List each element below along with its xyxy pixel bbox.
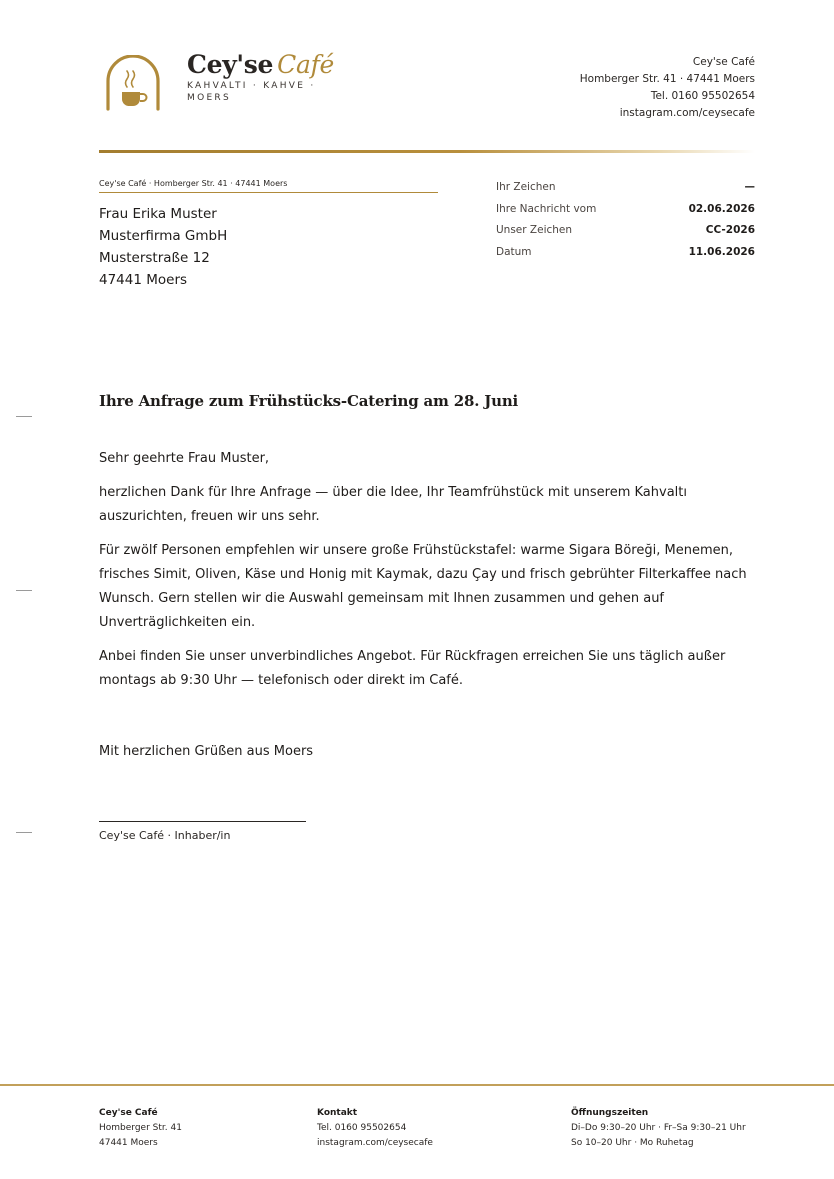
- brand-name: [187, 50, 337, 79]
- reference-label: Ihre Nachricht vom: [496, 202, 597, 215]
- sender-line: Tel. 0160 95502654: [650, 90, 755, 102]
- reference-table: [496, 178, 755, 264]
- reference-value: —: [744, 181, 755, 193]
- return-address: Cey'se Café · Homberger Str. 41 · 47441 Moers: [99, 179, 438, 193]
- recipient-line: Musterstraße 12: [99, 250, 210, 266]
- recipient-line: 47441 Moers: [99, 272, 188, 288]
- brand-block: [187, 50, 337, 104]
- footer-line: 47441 Moers: [99, 1138, 158, 1148]
- reference-row: [496, 178, 755, 200]
- footer-opening-hours: [571, 1106, 746, 1151]
- signature-caption: Cey'se Café · Inhaber/in: [99, 829, 231, 842]
- footer-line: instagram.com/ceysecafe: [317, 1138, 433, 1148]
- header-divider: [99, 150, 755, 153]
- brand-name-main: Cey'se: [187, 50, 274, 79]
- recipient-line: Frau Erika Muster: [99, 206, 217, 222]
- footer-contact: [317, 1106, 433, 1151]
- reference-row: [496, 221, 755, 243]
- salutation: Sehr geehrte Frau Muster,: [99, 451, 270, 466]
- punch-mark: [16, 590, 32, 591]
- footer-heading: Öffnungszeiten: [571, 1108, 649, 1118]
- reference-label: Datum: [496, 245, 532, 258]
- sender-address: [580, 54, 755, 122]
- body-paragraph: Anbei finden Sie unser unverbindliches Angebot. Für Rückfragen erreichen Sie uns täglich außer montags ab 9:30 Uhr — telefonisch oder direkt im Café.: [99, 649, 726, 688]
- footer-address: [99, 1106, 182, 1151]
- closing: Mit herzlichen Grüßen aus Moers: [99, 744, 314, 759]
- reference-label: Unser Zeichen: [496, 224, 573, 236]
- body-paragraph: herzlichen Dank für Ihre Anfrage — über die Idee, Ihr Teamfrühstück mit unserem Kahvaltı auszurichten, freuen wir uns sehr.: [99, 485, 687, 524]
- reference-label: Ihr Zeichen: [496, 181, 556, 193]
- footer-line: So 10–20 Uhr · Mo Ruhetag: [571, 1138, 694, 1148]
- brand-name-accent: Café: [277, 50, 335, 79]
- letter-subject: Ihre Anfrage zum Frühstücks-Catering am 28. Juni: [99, 392, 519, 410]
- body-paragraph: Für zwölf Personen empfehlen wir unsere große Frühstückstafel: warme Sigara Böreği, Menemen, frisches Simit, Oliven, Käse und Honig mit Kaymak, dazu Çay und frisch gebrühter Filterkaffee nach Wunsch. Gern stellen wir die Auswahl gemeinsam mit Ihnen zusammen und gehen auf Unverträglichkeiten ein.: [99, 543, 747, 630]
- reference-value: 11.06.2026: [688, 245, 755, 258]
- reference-row: [496, 200, 755, 222]
- fold-mark: [16, 832, 32, 833]
- sender-line: Homberger Str. 41 · 47441 Moers: [579, 73, 755, 85]
- reference-value: 02.06.2026: [688, 202, 755, 215]
- reference-value: CC-2026: [705, 224, 755, 236]
- footer-divider: [0, 1084, 834, 1086]
- fold-mark: [16, 416, 32, 417]
- footer-heading: Cey'se Café: [99, 1108, 158, 1118]
- signature-line: [99, 821, 306, 822]
- brand-tagline: KAHVALTI · KAHVE · MOERS: [187, 81, 316, 103]
- cafe-logo-icon: [105, 55, 161, 111]
- reference-row: [496, 243, 755, 265]
- footer-line: Di–Do 9:30–20 Uhr · Fr–Sa 9:30–21 Uhr: [571, 1123, 746, 1133]
- sender-line: instagram.com/ceysecafe: [619, 107, 755, 119]
- letter-body: [99, 447, 759, 703]
- sender-line: Cey'se Café: [692, 56, 755, 68]
- recipient-line: Musterfirma GmbH: [99, 228, 228, 244]
- footer-line: Homberger Str. 41: [99, 1123, 182, 1133]
- footer-heading: Kontakt: [317, 1108, 358, 1118]
- footer-line: Tel. 0160 95502654: [317, 1123, 407, 1133]
- recipient-address: [99, 203, 227, 291]
